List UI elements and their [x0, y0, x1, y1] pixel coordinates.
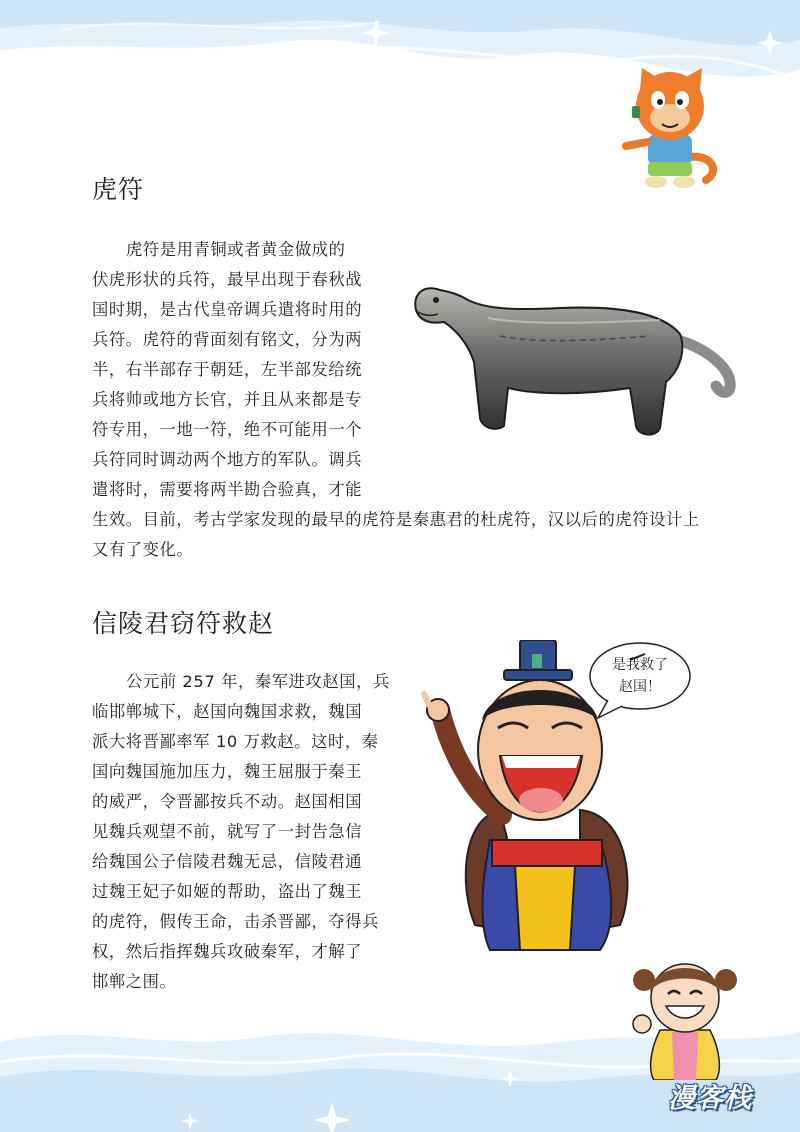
paragraph-line: 国向魏国施加压力，魏王屈服于秦王: [92, 762, 363, 781]
speech-bubble-line: 赵国！: [619, 679, 661, 695]
watermark-logo: 漫客栈: [668, 1083, 752, 1114]
paragraph-line: 公元前 257 年，秦军进攻赵国，兵: [126, 672, 390, 691]
cartoon-cat-illustration: [618, 62, 728, 192]
paragraph-line: 的威严，令晋鄙按兵不动。赵国相国: [92, 792, 363, 811]
paragraph-line: 又有了变化。: [92, 540, 194, 559]
laughing-lord-cartoon: [420, 640, 670, 960]
paragraph-line: 权，然后指挥魏兵攻破秦军，才解了: [92, 942, 363, 961]
paragraph-line: 给魏国公子信陵君魏无忌，信陵君通: [92, 852, 363, 871]
paragraph-line: 生效。目前，考古学家发现的最早的虎符是秦惠君的杜虎符，汉以后的虎符设计上: [92, 510, 700, 529]
paragraph-line: 见魏兵观望不前，就写了一封告急信: [92, 822, 363, 841]
paragraph-line: 半，右半部存于朝廷，左半部发给统: [92, 360, 363, 379]
speech-bubble-line: 是我救了: [612, 657, 668, 673]
paragraph-line: 伏虎形状的兵符，最早出现于春秋战: [92, 270, 363, 289]
bronze-tiger-tally-illustration: [410, 270, 740, 460]
cartoon-girl-illustration: [630, 950, 740, 1080]
paragraph-line: 符专用，一地一符，绝不可能用一个: [92, 420, 363, 439]
xinlingjun-paragraph: [92, 667, 390, 997]
paragraph-line: 的虎符，假传王命，击杀晋鄙，夺得兵: [92, 912, 379, 931]
paragraph-line: 虎符是用青铜或者黄金做成的: [126, 240, 346, 259]
paragraph-line: 派大将晋鄙率军 10 万救赵。这时，秦: [92, 732, 379, 751]
paragraph-line: 国时期，是古代皇帝调兵遣将时用的: [92, 300, 363, 319]
section-title-xinlingjun: 信陵君窃符救赵: [92, 609, 275, 638]
paragraph-line: 遣将时，需要将两半勘合验真，才能: [92, 480, 363, 499]
paragraph-line: 兵符。虎符的背面刻有铭文，分为两: [92, 330, 363, 349]
section-title-tiger-tally: 虎符: [92, 175, 145, 204]
paragraph-line: 过魏王妃子如姬的帮助，盗出了魏王: [92, 882, 363, 901]
paragraph-line: 兵将帅或地方长官，并且从来都是专: [92, 390, 363, 409]
paragraph-line: 邯郸之围。: [92, 972, 177, 991]
paragraph-line: 临邯郸城下，赵国向魏国求救，魏国: [92, 702, 363, 721]
paragraph-line: 兵符同时调动两个地方的军队。调兵: [92, 450, 363, 469]
